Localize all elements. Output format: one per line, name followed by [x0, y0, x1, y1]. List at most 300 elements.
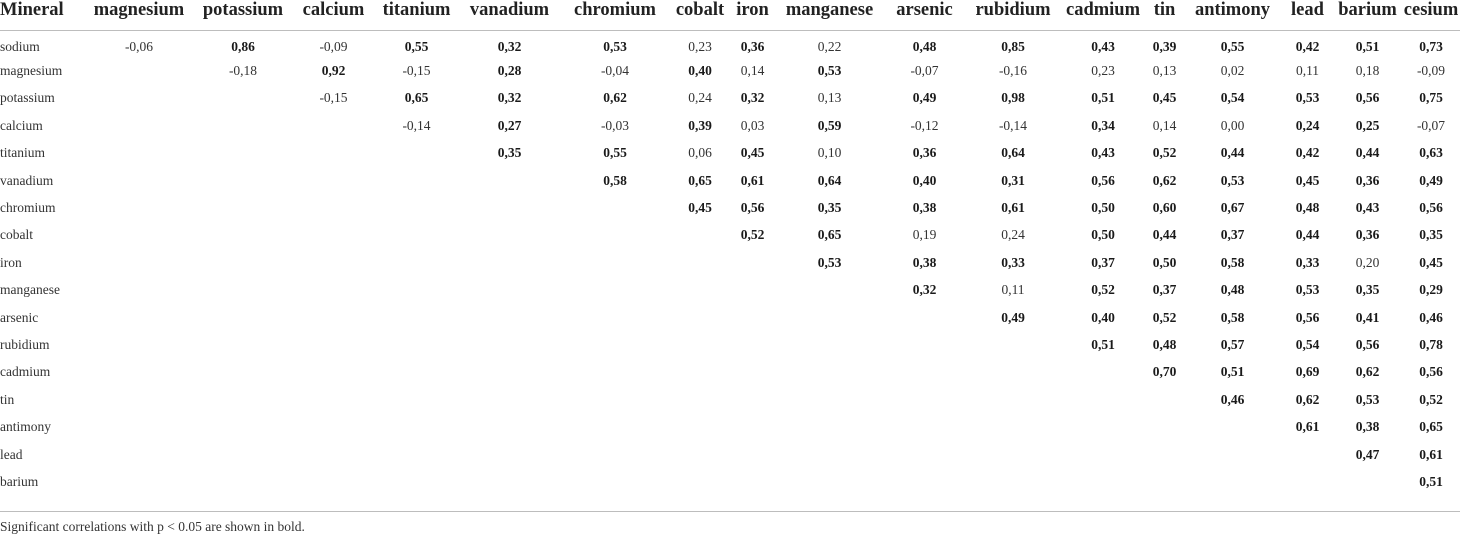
significant-correlation-cell: 0,62	[1295, 391, 1320, 407]
correlation-cell: 0,18	[1355, 63, 1380, 79]
correlation-cell	[460, 359, 559, 386]
correlation-cell	[966, 386, 1060, 413]
correlation-cell	[1060, 441, 1146, 468]
column-header-manganese: manganese	[776, 0, 883, 30]
significant-correlation-cell: 0,50	[1091, 227, 1115, 243]
correlation-cell	[1146, 386, 1183, 413]
significant-correlation-cell: 0,61	[1001, 200, 1025, 216]
significant-correlation-cell: 0,65	[688, 172, 712, 188]
correlation-cell: 0,23	[688, 38, 712, 54]
significant-correlation-cell: 0,31	[1001, 172, 1025, 188]
row-label: cobalt	[0, 227, 33, 243]
table-row	[0, 359, 1460, 386]
significant-correlation-cell: 0,36	[1355, 172, 1380, 188]
table-row	[0, 85, 1460, 112]
correlation-cell	[86, 277, 192, 304]
correlation-cell	[373, 194, 460, 221]
significant-correlation-cell: 0,67	[1220, 200, 1245, 216]
significant-correlation-cell: 0,35	[1355, 282, 1380, 298]
significant-correlation-cell: 0,24	[1295, 117, 1320, 133]
correlation-cell	[373, 304, 460, 331]
correlation-cell	[192, 331, 294, 358]
significant-correlation-cell: 0,70	[1152, 364, 1177, 380]
correlation-cell	[86, 468, 192, 495]
significant-correlation-cell: 0,33	[1295, 254, 1320, 270]
correlation-cell	[1183, 413, 1282, 440]
significant-correlation-cell: 0,61	[740, 172, 765, 188]
correlation-cell	[776, 441, 883, 468]
row-label: lead	[0, 446, 23, 462]
correlation-cell	[460, 304, 559, 331]
significant-correlation-cell: 0,69	[1295, 364, 1320, 380]
correlation-cell: -0,15	[402, 63, 431, 79]
correlation-cell	[192, 167, 294, 194]
correlation-cell	[966, 413, 1060, 440]
significant-correlation-cell: 0,55	[1220, 38, 1245, 54]
table-row	[0, 167, 1460, 194]
correlation-cell	[192, 140, 294, 167]
correlation-cell	[294, 140, 373, 167]
significant-correlation-cell: 0,32	[912, 282, 937, 298]
column-header-vanadium: vanadium	[460, 0, 559, 30]
significant-correlation-cell: 0,39	[688, 117, 712, 133]
significant-correlation-cell: 0,56	[1295, 309, 1320, 325]
correlation-cell	[671, 304, 729, 331]
correlation-cell	[729, 331, 776, 358]
significant-correlation-cell: 0,43	[1091, 145, 1115, 161]
correlation-cell	[192, 413, 294, 440]
significant-correlation-cell: 0,40	[1091, 309, 1115, 325]
correlation-cell	[86, 249, 192, 276]
correlation-cell	[86, 112, 192, 139]
correlation-cell	[86, 304, 192, 331]
significant-correlation-cell: 0,56	[1355, 90, 1380, 106]
correlation-cell: -0,18	[228, 63, 258, 79]
correlation-cell: -0,12	[910, 117, 939, 133]
significant-correlation-cell: 0,55	[603, 145, 627, 161]
correlation-cell: 0,24	[688, 90, 712, 106]
correlation-cell	[460, 331, 559, 358]
significant-correlation-cell: 0,25	[1355, 117, 1380, 133]
correlation-cell: 0,03	[740, 117, 765, 133]
correlation-cell	[1282, 441, 1333, 468]
significant-correlation-cell: 0,46	[1419, 309, 1443, 325]
correlation-cell	[883, 413, 966, 440]
column-header-arsenic: arsenic	[883, 0, 966, 30]
row-label: arsenic	[0, 309, 39, 325]
correlation-cell	[86, 167, 192, 194]
correlation-cell: -0,04	[600, 63, 630, 79]
significant-correlation-cell: 0,38	[912, 200, 937, 216]
correlation-cell	[192, 441, 294, 468]
significant-correlation-cell: 0,46	[1220, 391, 1245, 407]
significant-correlation-cell: 0,55	[404, 38, 429, 54]
correlation-cell	[1060, 386, 1146, 413]
significant-correlation-cell: 0,40	[688, 63, 712, 79]
column-header-tin: tin	[1146, 0, 1183, 30]
correlation-cell	[559, 441, 671, 468]
correlation-cell	[460, 194, 559, 221]
correlation-cell	[86, 85, 192, 112]
significant-correlation-cell: 0,32	[740, 90, 765, 106]
column-header-titanium: titanium	[373, 0, 460, 30]
table-footnote: Significant correlations with p < 0.05 are shown in bold.	[0, 519, 305, 534]
correlation-cell	[671, 386, 729, 413]
significant-correlation-cell: 0,48	[1295, 200, 1320, 216]
correlation-cell	[729, 249, 776, 276]
significant-correlation-cell: 0,40	[912, 172, 937, 188]
table-header	[0, 0, 1460, 30]
correlation-cell	[460, 277, 559, 304]
correlation-cell	[86, 194, 192, 221]
correlation-cell	[559, 468, 671, 495]
row-label: manganese	[0, 282, 60, 298]
significant-correlation-cell: 0,48	[1152, 336, 1177, 352]
correlation-cell	[460, 249, 559, 276]
table-row	[0, 222, 1460, 249]
correlation-cell	[86, 140, 192, 167]
correlation-cell	[192, 194, 294, 221]
correlation-cell	[671, 359, 729, 386]
correlation-cell	[776, 359, 883, 386]
correlation-cell: -0,07	[910, 63, 939, 79]
significant-correlation-cell: 0,34	[1091, 117, 1115, 133]
correlation-cell: -0,07	[1416, 117, 1446, 133]
significant-correlation-cell: 0,49	[912, 90, 937, 106]
column-header-antimony: antimony	[1183, 0, 1282, 30]
significant-correlation-cell: 0,52	[1152, 145, 1177, 161]
column-header-rubidium: rubidium	[966, 0, 1060, 30]
significant-correlation-cell: 0,49	[1001, 309, 1025, 325]
significant-correlation-cell: 0,57	[1220, 336, 1245, 352]
column-header-cobalt: cobalt	[671, 0, 729, 30]
table-row	[0, 249, 1460, 276]
significant-correlation-cell: 0,48	[912, 38, 937, 54]
significant-correlation-cell: 0,65	[817, 227, 842, 243]
significant-correlation-cell: 0,64	[817, 172, 842, 188]
table-row	[0, 304, 1460, 331]
correlation-cell	[559, 277, 671, 304]
significant-correlation-cell: 0,37	[1152, 282, 1177, 298]
correlation-cell	[559, 249, 671, 276]
correlation-cell	[294, 167, 373, 194]
correlation-cell	[729, 359, 776, 386]
correlation-cell	[86, 331, 192, 358]
significant-correlation-cell: 0,37	[1220, 227, 1245, 243]
correlation-cell: 0,24	[1001, 227, 1025, 243]
correlation-cell	[373, 277, 460, 304]
significant-correlation-cell: 0,62	[1355, 364, 1380, 380]
significant-correlation-cell: 0,86	[231, 38, 255, 54]
correlation-cell	[776, 277, 883, 304]
row-label: antimony	[0, 419, 51, 435]
correlation-cell	[192, 359, 294, 386]
correlation-cell	[373, 359, 460, 386]
row-label: tin	[0, 391, 15, 407]
correlation-cell	[294, 194, 373, 221]
correlation-cell	[294, 304, 373, 331]
significant-correlation-cell: 0,73	[1419, 38, 1443, 54]
correlation-cell	[1060, 413, 1146, 440]
correlation-cell	[86, 386, 192, 413]
correlation-cell	[373, 140, 460, 167]
correlation-cell	[192, 468, 294, 495]
correlation-cell	[883, 386, 966, 413]
correlation-cell	[460, 222, 559, 249]
significant-correlation-cell: 0,28	[497, 63, 522, 79]
significant-correlation-cell: 0,75	[1419, 90, 1443, 106]
significant-correlation-cell: 0,61	[1295, 419, 1320, 435]
correlation-cell	[1146, 468, 1183, 495]
correlation-cell	[192, 85, 294, 112]
significant-correlation-cell: 0,52	[1152, 309, 1177, 325]
significant-correlation-cell: 0,56	[740, 200, 765, 216]
table-row	[0, 277, 1460, 304]
significant-correlation-cell: 0,29	[1419, 282, 1443, 298]
significant-correlation-cell: 0,63	[1419, 145, 1443, 161]
correlation-cell: 0,02	[1220, 63, 1245, 79]
correlation-cell	[192, 112, 294, 139]
significant-correlation-cell: 0,56	[1419, 200, 1443, 216]
table-bottom-rule	[0, 511, 1460, 512]
significant-correlation-cell: 0,36	[912, 145, 937, 161]
significant-correlation-cell: 0,32	[497, 90, 522, 106]
correlation-cell	[294, 468, 373, 495]
correlation-cell	[776, 386, 883, 413]
significant-correlation-cell: 0,54	[1295, 336, 1320, 352]
significant-correlation-cell: 0,36	[740, 38, 765, 54]
row-label: potassium	[0, 90, 55, 106]
significant-correlation-cell: 0,45	[1152, 90, 1177, 106]
table-row	[0, 194, 1460, 221]
significant-correlation-cell: 0,36	[1355, 227, 1380, 243]
correlation-cell	[373, 331, 460, 358]
significant-correlation-cell: 0,45	[1295, 172, 1320, 188]
column-header-cesium: cesium	[1402, 0, 1460, 30]
significant-correlation-cell: 0,38	[1355, 419, 1380, 435]
significant-correlation-cell: 0,85	[1001, 38, 1025, 54]
significant-correlation-cell: 0,52	[740, 227, 765, 243]
significant-correlation-cell: 0,44	[1152, 227, 1177, 243]
correlation-cell	[1282, 468, 1333, 495]
correlation-cell	[671, 331, 729, 358]
significant-correlation-cell: 0,61	[1419, 446, 1443, 462]
column-header-calcium: calcium	[294, 0, 373, 30]
column-header-iron: iron	[729, 0, 776, 30]
significant-correlation-cell: 0,42	[1295, 145, 1320, 161]
correlation-cell	[373, 167, 460, 194]
row-label: chromium	[0, 200, 56, 216]
significant-correlation-cell: 0,64	[1001, 145, 1025, 161]
significant-correlation-cell: 0,44	[1220, 145, 1245, 161]
row-label: sodium	[0, 38, 40, 54]
column-header-lead: lead	[1282, 0, 1333, 30]
correlation-cell: 0,10	[817, 145, 842, 161]
correlation-cell: 0,14	[740, 63, 765, 79]
significant-correlation-cell: 0,58	[603, 172, 627, 188]
significant-correlation-cell: 0,42	[1295, 38, 1320, 54]
correlation-cell: 0,13	[817, 90, 842, 106]
significant-correlation-cell: 0,51	[1091, 90, 1115, 106]
correlation-cell	[1060, 359, 1146, 386]
significant-correlation-cell: 0,32	[497, 38, 522, 54]
significant-correlation-cell: 0,43	[1355, 200, 1380, 216]
significant-correlation-cell: 0,53	[1295, 282, 1320, 298]
correlation-cell	[559, 359, 671, 386]
correlation-cell	[294, 331, 373, 358]
significant-correlation-cell: 0,59	[817, 117, 842, 133]
significant-correlation-cell: 0,65	[1419, 419, 1443, 435]
significant-correlation-cell: 0,53	[1355, 391, 1380, 407]
correlation-cell	[192, 304, 294, 331]
significant-correlation-cell: 0,45	[688, 200, 712, 216]
significant-correlation-cell: 0,47	[1355, 446, 1380, 462]
significant-correlation-cell: 0,35	[1419, 227, 1443, 243]
correlation-cell	[966, 359, 1060, 386]
significant-correlation-cell: 0,44	[1355, 145, 1380, 161]
column-header-potassium: potassium	[192, 0, 294, 30]
significant-correlation-cell: 0,65	[404, 90, 429, 106]
correlation-cell	[294, 413, 373, 440]
correlation-cell	[966, 331, 1060, 358]
correlation-cell	[373, 468, 460, 495]
significant-correlation-cell: 0,51	[1220, 364, 1245, 380]
correlation-cell	[729, 386, 776, 413]
correlation-cell	[883, 468, 966, 495]
correlation-cell	[1146, 441, 1183, 468]
correlation-cell	[373, 249, 460, 276]
significant-correlation-cell: 0,51	[1419, 473, 1443, 489]
correlation-cell	[373, 222, 460, 249]
correlation-cell	[373, 413, 460, 440]
correlation-cell	[294, 277, 373, 304]
correlation-cell	[729, 441, 776, 468]
significant-correlation-cell: 0,50	[1091, 200, 1115, 216]
table-row	[0, 413, 1460, 440]
significant-correlation-cell: 0,43	[1091, 38, 1115, 54]
row-label: cadmium	[0, 364, 51, 380]
correlation-cell	[559, 304, 671, 331]
table-row	[0, 112, 1460, 139]
correlation-cell	[86, 413, 192, 440]
correlation-cell	[1060, 468, 1146, 495]
column-header-magnesium: magnesium	[86, 0, 192, 30]
correlation-cell: -0,14	[402, 117, 431, 133]
table-row	[0, 57, 1460, 84]
significant-correlation-cell: 0,41	[1355, 309, 1380, 325]
correlation-cell	[86, 57, 192, 84]
significant-correlation-cell: 0,37	[1091, 254, 1115, 270]
significant-correlation-cell: 0,56	[1355, 336, 1380, 352]
header-row	[0, 0, 1460, 30]
table-row	[0, 30, 1460, 57]
significant-correlation-cell: 0,51	[1091, 336, 1115, 352]
correlation-cell	[559, 194, 671, 221]
significant-correlation-cell: 0,53	[603, 38, 627, 54]
corner-header: Mineral	[0, 0, 86, 30]
correlation-cell	[671, 222, 729, 249]
significant-correlation-cell: 0,53	[1220, 172, 1245, 188]
correlation-cell	[883, 304, 966, 331]
correlation-cell: 0,20	[1355, 254, 1380, 270]
correlation-cell	[294, 441, 373, 468]
significant-correlation-cell: 0,92	[321, 63, 346, 79]
row-label: barium	[0, 473, 39, 489]
correlation-cell	[460, 413, 559, 440]
correlation-cell	[729, 304, 776, 331]
correlation-cell: -0,09	[319, 38, 348, 54]
row-label: vanadium	[0, 172, 54, 188]
correlation-cell	[460, 468, 559, 495]
significant-correlation-cell: 0,60	[1152, 200, 1177, 216]
correlation-cell	[729, 468, 776, 495]
correlation-cell: -0,15	[319, 90, 348, 106]
correlation-cell: 0,00	[1220, 117, 1245, 133]
correlation-cell	[460, 386, 559, 413]
correlation-cell	[776, 468, 883, 495]
significant-correlation-cell: 0,98	[1001, 90, 1025, 106]
significant-correlation-cell: 0,51	[1355, 38, 1380, 54]
significant-correlation-cell: 0,53	[1295, 90, 1320, 106]
significant-correlation-cell: 0,56	[1091, 172, 1115, 188]
correlation-cell: -0,09	[1416, 63, 1446, 79]
significant-correlation-cell: 0,53	[817, 254, 842, 270]
correlation-cell: 0,19	[912, 227, 937, 243]
significant-correlation-cell: 0,52	[1091, 282, 1115, 298]
correlation-cell	[192, 277, 294, 304]
significant-correlation-cell: 0,35	[497, 145, 522, 161]
correlation-cell	[373, 441, 460, 468]
significant-correlation-cell: 0,62	[1152, 172, 1177, 188]
correlation-cell	[559, 386, 671, 413]
table-row	[0, 386, 1460, 413]
significant-correlation-cell: 0,62	[603, 90, 627, 106]
correlation-cell: -0,03	[600, 117, 630, 133]
correlation-cell	[1146, 413, 1183, 440]
significant-correlation-cell: 0,49	[1419, 172, 1443, 188]
significant-correlation-cell: 0,33	[1001, 254, 1025, 270]
correlation-cell	[294, 249, 373, 276]
correlation-cell: 0,14	[1152, 117, 1177, 133]
correlation-cell	[776, 413, 883, 440]
row-label: magnesium	[0, 63, 63, 79]
correlation-cell: -0,14	[998, 117, 1028, 133]
correlation-cell	[192, 222, 294, 249]
correlation-cell	[559, 331, 671, 358]
row-label: rubidium	[0, 336, 50, 352]
correlation-cell: 0,23	[1091, 63, 1115, 79]
significant-correlation-cell: 0,35	[817, 200, 842, 216]
correlation-cell	[966, 441, 1060, 468]
significant-correlation-cell: 0,38	[912, 254, 937, 270]
correlation-cell	[460, 441, 559, 468]
correlation-cell	[373, 386, 460, 413]
significant-correlation-cell: 0,78	[1419, 336, 1443, 352]
significant-correlation-cell: 0,39	[1152, 38, 1177, 54]
correlation-cell	[671, 413, 729, 440]
column-header-barium: barium	[1333, 0, 1402, 30]
significant-correlation-cell: 0,50	[1152, 254, 1177, 270]
correlation-cell: 0,06	[688, 145, 712, 161]
table-row	[0, 331, 1460, 358]
correlation-cell	[294, 386, 373, 413]
correlation-cell	[671, 249, 729, 276]
correlation-cell	[559, 222, 671, 249]
correlation-cell: 0,11	[1295, 63, 1320, 79]
row-label: titanium	[0, 145, 45, 161]
correlation-cell	[776, 304, 883, 331]
significant-correlation-cell: 0,53	[817, 63, 842, 79]
